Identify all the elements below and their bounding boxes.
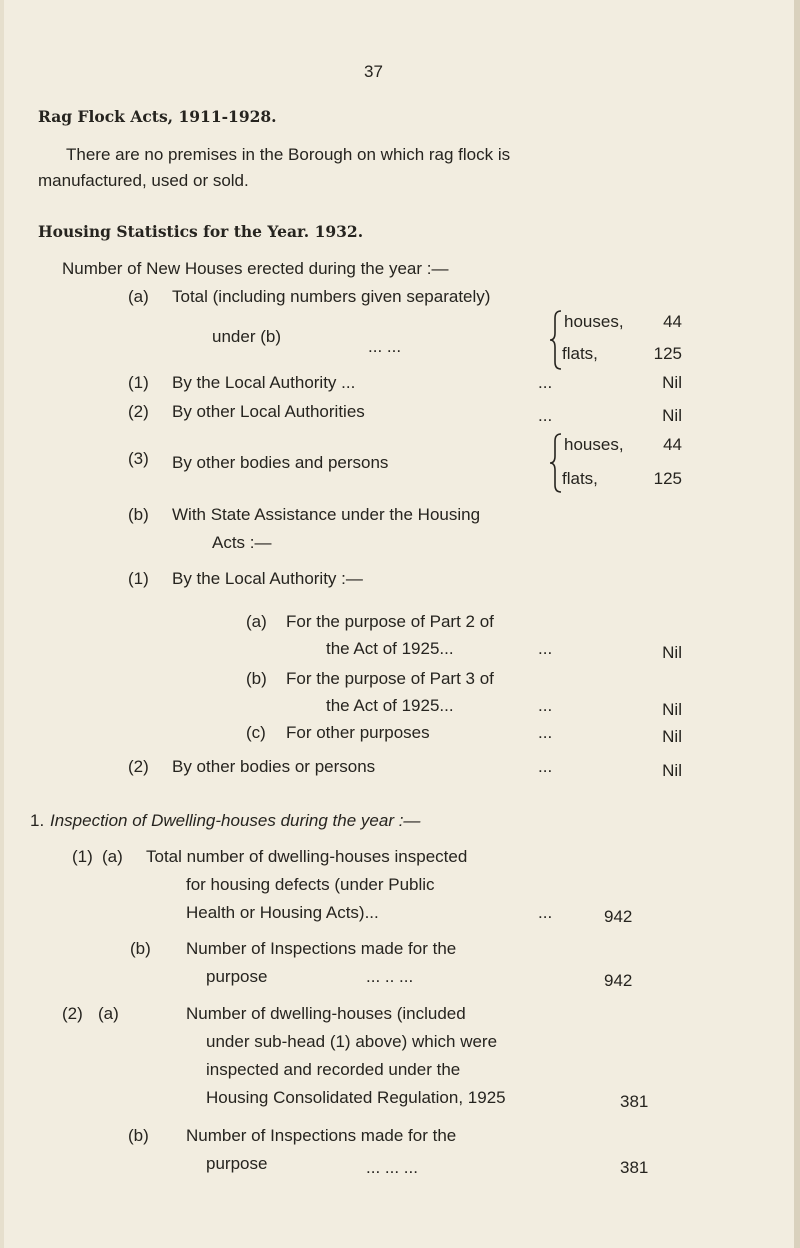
s2a-line1: Number of dwelling-houses (included bbox=[186, 1004, 466, 1023]
bb-label: (b) bbox=[246, 669, 267, 688]
item-a-text: Total (including numbers given separately) bbox=[172, 287, 491, 306]
s2a-line4: Housing Consolidated Regulation, 1925 bbox=[206, 1088, 506, 1107]
rag-flock-paragraph-line1: There are no premises in the Borough on which rag flock is bbox=[66, 145, 511, 164]
row2-label: (2) bbox=[128, 402, 149, 421]
row1-text: By the Local Authority ... bbox=[172, 373, 356, 392]
b1-text: By the Local Authority :— bbox=[172, 569, 363, 588]
s2b-line2: purpose bbox=[206, 1154, 268, 1173]
s2a-label: (a) bbox=[98, 1004, 119, 1023]
s2a-line2: under sub-head (1) above) which were bbox=[206, 1032, 498, 1051]
row3-flats-value: 125 bbox=[653, 469, 682, 488]
s1b-line1: Number of Inspections made for the bbox=[186, 939, 457, 958]
row2-text: By other Local Authorities bbox=[172, 402, 365, 421]
item-b-text-line1: With State Assistance under the Housing bbox=[172, 505, 481, 524]
leader-dots: ... ... bbox=[368, 337, 402, 356]
flats-value: 125 bbox=[653, 344, 682, 363]
rag-flock-heading: Rag Flock Acts, 1911-1928. bbox=[38, 107, 277, 126]
s1a-line3: Health or Housing Acts)... bbox=[186, 903, 379, 922]
bb-value: Nil bbox=[662, 700, 682, 719]
b2-label: (2) bbox=[128, 757, 149, 776]
rag-flock-paragraph-line2: manufactured, used or sold. bbox=[38, 171, 249, 190]
inspection-number: 1. bbox=[30, 811, 45, 830]
row3-houses-value: 44 bbox=[663, 435, 682, 454]
inspection-heading: Inspection of Dwelling-houses during the year :— bbox=[50, 811, 421, 830]
row1-label: (1) bbox=[128, 373, 149, 392]
s2b-line1: Number of Inspections made for the bbox=[186, 1126, 457, 1145]
ba-line1: For the purpose of Part 2 of bbox=[286, 612, 494, 631]
houses-value: 44 bbox=[663, 312, 682, 331]
s1b-label: (b) bbox=[130, 939, 151, 958]
flats-label: flats, bbox=[562, 344, 598, 363]
row3-houses-label: houses, bbox=[564, 435, 624, 454]
row3-text: By other bodies and persons bbox=[172, 453, 389, 472]
s1b-value: 942 bbox=[604, 971, 633, 990]
s2b-label: (b) bbox=[128, 1126, 149, 1145]
s2a-value: 381 bbox=[620, 1092, 649, 1111]
s1a-dots: ... bbox=[538, 903, 553, 922]
bb-line1: For the purpose of Part 3 of bbox=[286, 669, 494, 688]
ba-line2: the Act of 1925... bbox=[326, 639, 454, 658]
bb-dots: ... bbox=[538, 696, 553, 715]
s2-label: (2) bbox=[62, 1004, 83, 1023]
item-b-text-line2: Acts :— bbox=[212, 533, 272, 552]
housing-heading: Housing Statistics for the Year. 1932. bbox=[38, 222, 364, 241]
page-number: 37 bbox=[364, 62, 383, 81]
bc-text: For other purposes bbox=[286, 723, 430, 742]
s2a-line3: inspected and recorded under the bbox=[206, 1060, 461, 1079]
s1a-value: 942 bbox=[604, 907, 633, 926]
item-b-label: (b) bbox=[128, 505, 149, 524]
s2b-leader: ... ... ... bbox=[366, 1158, 418, 1177]
b2-dots: ... bbox=[538, 757, 553, 776]
item-a-label: (a) bbox=[128, 287, 149, 306]
page-right-edge bbox=[794, 0, 800, 1248]
row3-label: (3) bbox=[128, 449, 149, 468]
row3-flats-label: flats, bbox=[562, 469, 598, 488]
bb-line2: the Act of 1925... bbox=[326, 696, 454, 715]
s2b-value: 381 bbox=[620, 1158, 649, 1177]
bc-label: (c) bbox=[246, 723, 266, 742]
b2-value: Nil bbox=[662, 761, 682, 780]
s1a-line2: for housing defects (under Public bbox=[186, 875, 435, 894]
row2-dots: ... bbox=[538, 406, 553, 425]
row1-value: Nil bbox=[662, 373, 682, 392]
b2-text: By other bodies or persons bbox=[172, 757, 376, 776]
s1b-leader: ... .. ... bbox=[366, 967, 414, 986]
s1b-line2: purpose bbox=[206, 967, 268, 986]
ba-value: Nil bbox=[662, 643, 682, 662]
ba-label: (a) bbox=[246, 612, 267, 631]
ba-dots: ... bbox=[538, 639, 553, 658]
houses-label: houses, bbox=[564, 312, 624, 331]
s1-label: (1) bbox=[72, 847, 93, 866]
row1-dots: ... bbox=[538, 373, 553, 392]
s1a-line1: Total number of dwelling-houses inspected bbox=[146, 847, 468, 866]
under-b-text: under (b) bbox=[212, 327, 281, 346]
row2-value: Nil bbox=[662, 406, 682, 425]
housing-intro: Number of New Houses erected during the year :— bbox=[62, 259, 449, 278]
b1-label: (1) bbox=[128, 569, 149, 588]
s1a-label: (a) bbox=[102, 847, 123, 866]
page-left-edge bbox=[0, 0, 4, 1248]
bc-value: Nil bbox=[662, 727, 682, 746]
bc-dots: ... bbox=[538, 723, 553, 742]
